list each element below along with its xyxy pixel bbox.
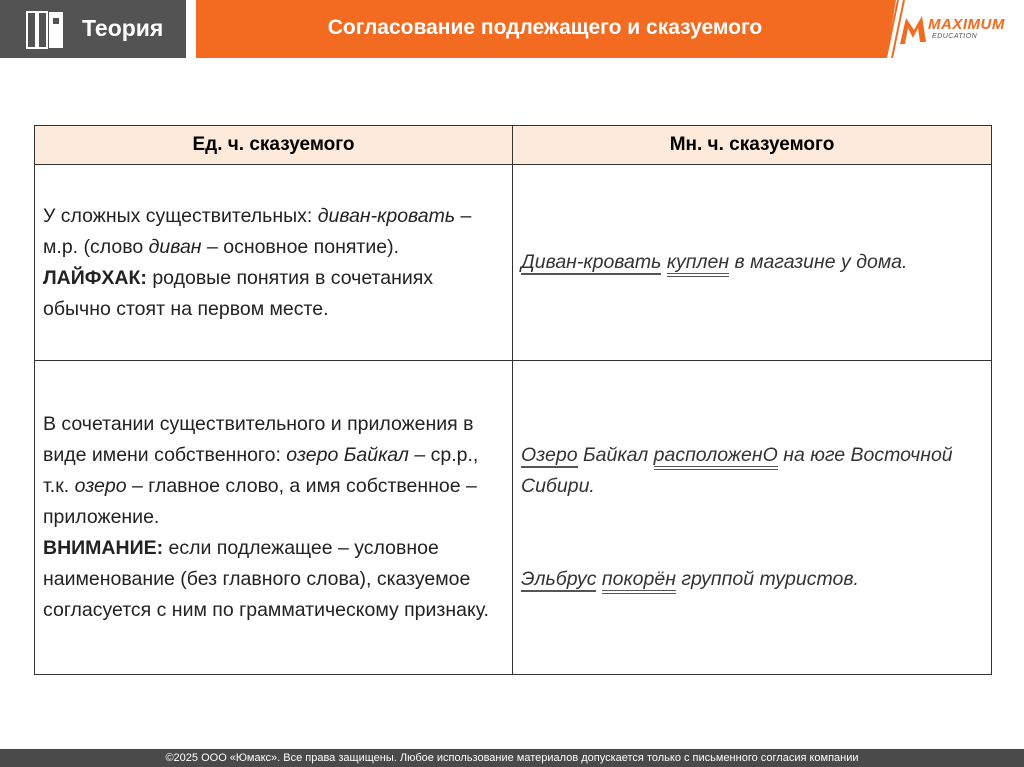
table-header-row xyxy=(35,126,992,165)
example-sentence: Озеро Байкал расположенО на юге Восточной Сибири. xyxy=(521,444,953,497)
example-sentence: Эльбрус покорён группой туристов. xyxy=(521,564,983,595)
spacer xyxy=(521,502,983,564)
rule-cell xyxy=(35,361,513,675)
books-icon xyxy=(24,8,68,52)
maximum-logo xyxy=(896,10,1024,50)
table-row xyxy=(35,165,992,361)
section-panel xyxy=(0,0,186,58)
slide-title: Согласование подлежащего и сказуемого xyxy=(327,16,763,39)
logo-emblem-icon xyxy=(896,12,930,48)
example-cell xyxy=(513,361,992,675)
table-row xyxy=(35,361,992,675)
header-plural: Мн. ч. сказуемого xyxy=(513,126,992,165)
rule-cell xyxy=(35,165,513,361)
example-sentence: Диван-кровать куплен в магазине у дома. xyxy=(521,247,983,278)
rule-text: У сложных существительных: диван-кровать – м.р. (слово диван – основное понятие). xyxy=(43,204,472,258)
attention-text: ВНИМАНИЕ: если подлежащее – условное наименование (без главного слова), сказуемое согласуется с ним по грамматическому признаку. xyxy=(43,537,489,621)
footer-bar xyxy=(0,749,1024,767)
logo-subtext: EDUCATION xyxy=(932,33,978,40)
header-singular: Ед. ч. сказуемого xyxy=(35,126,513,165)
section-title: Теория xyxy=(82,15,164,41)
agreement-table xyxy=(34,125,992,675)
header-bar xyxy=(0,0,1024,58)
rule-text: В сочетании существительного и приложения в виде имени собственного: озеро Байкал – ср.р., т.к. озеро – главное слово, а имя собственное – приложение. xyxy=(43,413,479,528)
lifehack-text: ЛАЙФХАК: родовые понятия в сочетаниях обычно стоят на первом месте. xyxy=(43,266,434,320)
example-cell xyxy=(513,165,992,361)
copyright-text: ©2025 ООО «Юмакс». Все права защищены. Любое использование материалов допускается только с письменного согласия компании xyxy=(165,752,859,764)
logo-text: MAXIMUM xyxy=(928,16,1005,33)
